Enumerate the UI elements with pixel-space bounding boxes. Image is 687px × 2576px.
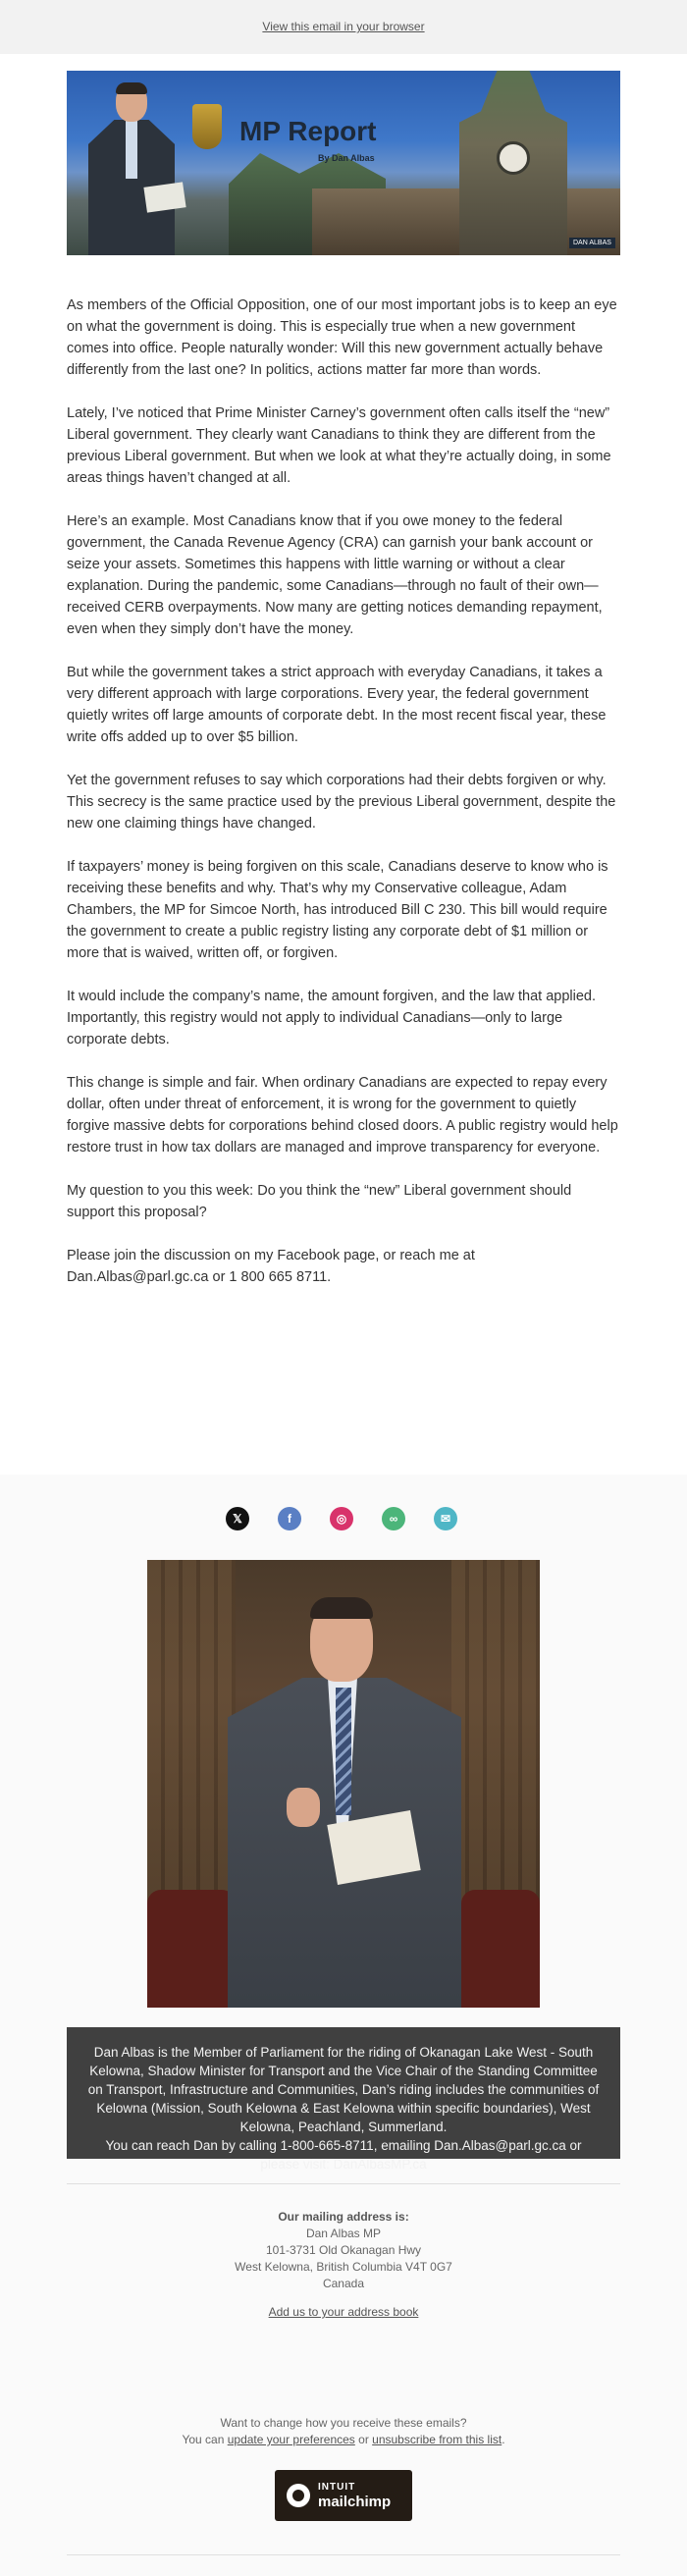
mp-portrait-graphic xyxy=(88,82,173,255)
social-links xyxy=(226,1504,461,1533)
prefs-line xyxy=(67,2432,620,2448)
prefs-question: Want to change how you receive these emails? xyxy=(220,2416,467,2430)
mailing-address xyxy=(67,2209,620,2321)
article-paragraph: If taxpayers’ money is being forgiven on this scale, Canadians deserve to know who is receiving these benefits and why. That’s why my Conservative colleague, Adam Chambers, the MP for Simcoe North, has introduced Bill C 230. This bill would require the government to create a public registry listing any corporate debt of $1 million or more that is waived, written off, or forgiven. xyxy=(67,859,608,961)
article-paragraph: This change is simple and fair. When ordinary Canadians are expected to repay every dollar, often under threat of enforcement, it is wrong for the government to quietly forgive massive debts for corporations behind closed doors. A public registry would help restore trust in how tax dollars are managed and improve transparency for everyone. xyxy=(67,1075,618,1155)
bio-contact: You can reach Dan by calling 1-800-665-8711, emailing Dan.Albas@parl.gc.ca or please visit: DanAlbasMP.ca xyxy=(105,2138,582,2172)
article-paragraph: Please join the discussion on my Facebook page, or reach me at Dan.Albas@parl.gc.ca or 1 800 665 8711. xyxy=(67,1248,475,1285)
add-to-address-book-link[interactable]: Add us to your address book xyxy=(268,2305,419,2319)
mp-speaking-photo xyxy=(147,1560,540,2008)
clock-graphic xyxy=(497,141,530,175)
mailchimp-freddie-icon xyxy=(287,2484,310,2507)
mailchimp-badge[interactable] xyxy=(275,2470,412,2521)
unsubscribe-link[interactable]: unsubscribe from this list xyxy=(372,2433,502,2446)
bio-text: Dan Albas is the Member of Parliament for the riding of Okanagan Lake West - South Kelowna, Shadow Minister for Transport and the Vice Chair of the Standing Committee on Transport, Infrastructure and Communities, Dan’s riding includes the communities of Kelowna (Mission, South Kelowna & East Kelowna within specific boundaries), West Kelowna, Peachland, Summerland. xyxy=(87,2045,600,2134)
update-preferences-link[interactable]: update your preferences xyxy=(227,2433,355,2446)
divider xyxy=(67,2554,620,2555)
prefs-text: or xyxy=(354,2433,373,2446)
intuit-label: INTUIT xyxy=(318,2482,356,2493)
article-paragraph: It would include the company’s name, the amount forgiven, and the law that applied. Importantly, this registry would not apply to individual Canadians—only to large corporate debts. xyxy=(67,989,596,1047)
article-paragraph: Yet the government refuses to say which corporations had their debts forgiven or why. This secrecy is the same practice used by the previous Liberal government, despite the new one claiming things have changed. xyxy=(67,773,616,832)
address-line: Canada xyxy=(322,2277,365,2290)
email-body xyxy=(0,54,687,1475)
facebook-icon[interactable]: f xyxy=(278,1507,301,1530)
address-heading: Our mailing address is: xyxy=(278,2210,409,2224)
address-line: West Kelowna, British Columbia V4T 0G7 xyxy=(235,2260,452,2274)
instagram-icon[interactable]: ◎ xyxy=(330,1507,353,1530)
banner-title: MP Report xyxy=(239,116,377,146)
website-link-icon[interactable]: ∞ xyxy=(382,1507,405,1530)
address-line: 101-3731 Old Okanagan Hwy xyxy=(265,2243,422,2257)
coat-of-arms-icon xyxy=(192,104,222,149)
article-paragraph: As members of the Official Opposition, one of our most important jobs is to keep an eye on what the government is doing. This is especially true when a new government comes into office. People naturally wonder: Will this new government actually behave differently from the last one? In politics, actions matter far more than words. xyxy=(67,297,617,378)
article-body xyxy=(67,295,620,1310)
email-footer xyxy=(0,1475,687,2576)
prefs-text: You can xyxy=(182,2433,228,2446)
mailchimp-label: mailchimp xyxy=(318,2494,392,2510)
email-icon[interactable]: ✉ xyxy=(434,1507,457,1530)
bio-box xyxy=(67,2027,620,2172)
divider xyxy=(67,2183,620,2184)
email-preferences xyxy=(67,2415,620,2448)
article-paragraph: Lately, I’ve noticed that Prime Minister Carney’s government often calls itself the “new” Liberal government. They clearly want Canadians to think they are different from the previous Liberal government. But when we look at what they’re actually doing, in some areas things haven’t changed at all. xyxy=(67,405,611,486)
address-line: Dan Albas MP xyxy=(305,2227,382,2240)
banner-logo: DAN ALBAS xyxy=(569,238,615,248)
article-paragraph: But while the government takes a strict approach with everyday Canadians, it takes a very different approach with large corporations. Every year, the federal government quietly writes off large amounts of corporate debt. In the most recent fiscal year, these write offs added up to over $5 billion. xyxy=(67,665,607,745)
x-icon[interactable]: 𝕏 xyxy=(226,1507,249,1530)
banner-byline: By Dan Albas xyxy=(318,153,375,163)
prefs-text: . xyxy=(502,2433,505,2446)
article-paragraph: Here’s an example. Most Canadians know that if you owe money to the federal government, the Canada Revenue Agency (CRA) can garnish your bank account or seize your assets. Sometimes this happens with little warning or without a clear explanation. During the pandemic, some Canadians—through no fault of their own—received CERB overpayments. Now many are getting notices demanding repayment, even when they simply don’t have the money. xyxy=(67,513,603,637)
mp-report-banner xyxy=(67,71,620,255)
view-in-browser-link[interactable]: View this email in your browser xyxy=(262,20,425,33)
article-paragraph: My question to you this week: Do you think the “new” Liberal government should support this proposal? xyxy=(67,1183,572,1220)
preheader-bar xyxy=(0,0,687,54)
